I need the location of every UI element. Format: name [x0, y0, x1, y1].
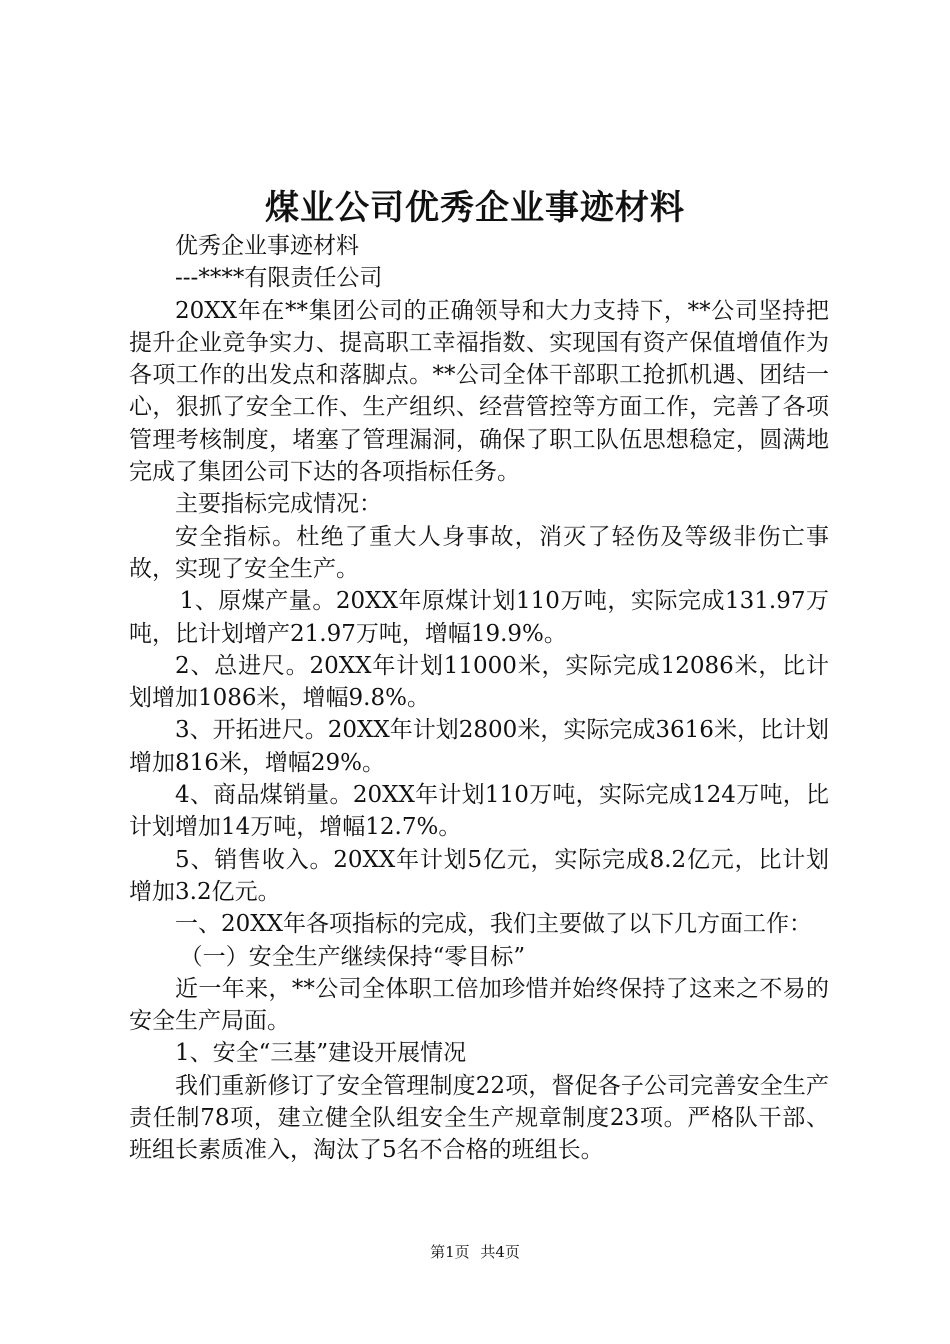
- paragraph-safety-heading: （一）安全生产继续保持“零目标”: [179, 943, 526, 970]
- paragraph-sanji-heading: 1、安全“三基”建设开展情况: [175, 1040, 467, 1067]
- paragraph-intro: 20XX年在**集团公司的正确领导和大力支持下，**公司坚持把提升企业竞争实力、提高职工幸福指数、实现国有资产保值增值作为各项工作的出发点和落脚点。**公司全体干部职工抢抓机遇、团结一心，狠抓了安全工作、生产组织、经营管控等方面工作，完善了各项管理考核制度，堵塞了管理漏洞，确保了职工队伍思想稳定，圆满地完成了集团公司下达的各项指标任务。: [129, 297, 829, 486]
- paragraph-safety-situation: 近一年来，**公司全体职工倍加珍惜并始终保持了这来之不易的安全生产局面。: [129, 975, 829, 1035]
- paragraph-coal-sales: 4、商品煤销量。20XX年计划110万吨，实际完成124万吨，比计划增加14万吨，增幅12.7%。: [129, 782, 829, 841]
- page-footer: [0, 1242, 950, 1262]
- paragraph-indicators-heading: 主要指标完成情况：: [175, 491, 382, 518]
- page-number: 第1页: [430, 1243, 470, 1261]
- paragraph-company: ---****有限责任公司: [175, 265, 383, 292]
- document-title: 煤业公司优秀企业事迹材料: [265, 188, 685, 228]
- paragraph-development-footage: 3、开拓进尺。20XX年计划2800米，实际完成3616米，比计划增加816米，增幅29%。: [129, 717, 829, 776]
- paragraph-revenue: 5、销售收入。20XX年计划5亿元，实际完成8.2亿元，比计划增加3.2亿元。: [129, 846, 829, 905]
- paragraph-subtitle: 优秀企业事迹材料: [175, 233, 359, 259]
- paragraph-regulations: 我们重新修订了安全管理制度22项，督促各子公司完善安全生产责任制78项，建立健全队组安全生产规章制度23项。严格队干部、班组长素质准入，淘汰了5名不合格的班组长。: [129, 1072, 829, 1164]
- paragraph-work-section: 一、20XX年各项指标的完成，我们主要做了以下几方面工作：: [175, 911, 813, 938]
- document-body: [129, 230, 829, 1167]
- paragraph-total-footage: 2、总进尺。20XX年计划11000米，实际完成12086米，比计划增加1086米，增幅9.8%。: [129, 652, 829, 712]
- paragraph-raw-coal: 1、原煤产量。20XX年原煤计划110万吨，实际完成131.97万吨，比计划增产21.97万吨，增幅19.9%。: [129, 588, 829, 647]
- page-total: 共4页: [480, 1243, 520, 1261]
- paragraph-safety-indicator: 安全指标。杜绝了重大人身事故，消灭了轻伤及等级非伤亡事故，实现了安全生产。: [129, 523, 829, 582]
